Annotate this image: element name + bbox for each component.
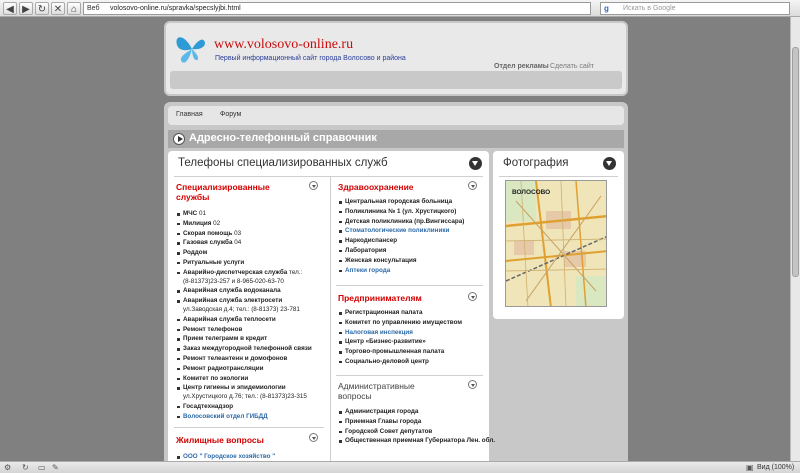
list-item[interactable]: Аварийная служба водоканала bbox=[176, 286, 312, 296]
list-item[interactable]: Комитет по экологии bbox=[176, 374, 312, 384]
special-services-list bbox=[176, 209, 312, 422]
business-list bbox=[338, 308, 462, 367]
housing-list bbox=[176, 452, 275, 461]
list-item[interactable]: Роддом bbox=[176, 248, 312, 258]
item-number: 01 bbox=[197, 210, 206, 217]
phones-panel-title: Телефоны специализированных служб bbox=[178, 157, 388, 169]
divider bbox=[336, 285, 483, 286]
butterfly-logo-icon bbox=[174, 31, 210, 65]
main-container bbox=[164, 102, 628, 461]
zoom-level[interactable]: Вид (100%) bbox=[757, 464, 795, 471]
tools-icon[interactable]: ✎ bbox=[52, 463, 59, 472]
list-item[interactable]: Газовая служба 04 bbox=[176, 238, 312, 248]
toggle-housing-icon[interactable] bbox=[309, 433, 318, 442]
sync-icon[interactable]: ↻ bbox=[22, 463, 29, 472]
list-item[interactable]: Милиция 02 bbox=[176, 219, 312, 229]
list-item[interactable]: Городской Совет депутатов bbox=[338, 427, 495, 437]
url-text: volosovo-online.ru/spravka/specslyjbi.html bbox=[110, 5, 241, 12]
photo-panel bbox=[493, 151, 624, 319]
divider bbox=[499, 176, 618, 177]
category-business[interactable]: Предпринимателям bbox=[338, 293, 422, 303]
item-number: тел.: bbox=[287, 268, 303, 276]
nav-item-forum[interactable]: Форум bbox=[220, 111, 242, 118]
address-bar[interactable] bbox=[83, 2, 591, 15]
play-icon bbox=[173, 133, 185, 145]
back-icon[interactable]: ◀ bbox=[3, 2, 17, 15]
vertical-scrollbar[interactable] bbox=[790, 17, 800, 461]
make-homepage-link[interactable]: Сделать сайт bbox=[550, 63, 594, 70]
collapse-photo-icon[interactable] bbox=[603, 157, 616, 170]
map-label: ВОЛОСОВО bbox=[512, 189, 551, 196]
list-item[interactable]: Регистрационная палата bbox=[338, 308, 462, 318]
map-icon bbox=[506, 181, 607, 307]
section-title: Адресно-телефонный справочник bbox=[189, 132, 377, 144]
list-item[interactable]: Центр «Бизнес-развитие» bbox=[338, 337, 462, 347]
list-item[interactable]: Волосовский отдел ГИБДД bbox=[176, 412, 312, 422]
list-item[interactable]: Ритуальные услуги bbox=[176, 258, 312, 268]
list-item[interactable]: Аварийная служба электросети ул.Заводская д.4; тел.: (8-81373) 23-781 bbox=[176, 296, 312, 315]
browser-toolbar bbox=[0, 0, 800, 17]
search-input[interactable] bbox=[600, 2, 790, 15]
town-map-image[interactable] bbox=[505, 180, 607, 307]
settings-icon[interactable]: ⚙ bbox=[4, 463, 12, 472]
toggle-admin-icon[interactable] bbox=[468, 380, 477, 389]
forward-icon[interactable]: ▶ bbox=[19, 2, 33, 15]
header-band bbox=[170, 71, 622, 89]
google-icon: g bbox=[604, 4, 609, 13]
item-number: 03 bbox=[232, 229, 242, 237]
status-bar bbox=[0, 461, 800, 473]
site-subtitle: Первый информационный сайт города Волосово и района bbox=[215, 55, 406, 62]
toggle-special-icon[interactable] bbox=[309, 181, 318, 190]
list-item[interactable]: Приемная Главы города bbox=[338, 417, 495, 427]
ad-department-link[interactable]: Отдел рекламы bbox=[494, 63, 549, 70]
list-item[interactable]: Женская консультация bbox=[338, 256, 464, 266]
list-item[interactable]: Ремонт телеантенн и домофонов bbox=[176, 354, 312, 364]
list-item[interactable]: Общественная приемная Губернатора Лен. обл. bbox=[338, 436, 495, 446]
admin-list bbox=[338, 407, 495, 446]
page-viewport bbox=[0, 17, 790, 461]
list-item[interactable]: Аварийная служба теплосети bbox=[176, 315, 312, 325]
divider bbox=[336, 375, 483, 376]
phones-panel bbox=[168, 151, 496, 461]
divider bbox=[174, 176, 483, 177]
list-item[interactable]: Наркодиспансер bbox=[338, 236, 464, 246]
list-item[interactable]: Прием телеграмм в кредит bbox=[176, 334, 312, 344]
panel-icon[interactable]: ▭ bbox=[38, 463, 46, 472]
toggle-business-icon[interactable] bbox=[468, 292, 477, 301]
collapse-phones-icon[interactable] bbox=[469, 157, 482, 170]
list-item[interactable]: МЧС 01 bbox=[176, 209, 312, 219]
list-item[interactable]: Поликлиника № 1 (ул. Хрустицкого) bbox=[338, 207, 464, 217]
search-placeholder: Искать в Google bbox=[623, 5, 676, 12]
list-item[interactable]: Центр гигиены и эпидемиологии ул.Хрустицкого д.76; тел.: (8-81373)23-315 bbox=[176, 383, 312, 402]
list-item[interactable]: Налоговая инспекция bbox=[338, 328, 462, 338]
list-item[interactable]: Торгово-промышленная палата bbox=[338, 347, 462, 357]
list-item[interactable]: Госадтехнадзор bbox=[176, 402, 312, 412]
site-url[interactable]: www.volosovo-online.ru bbox=[214, 37, 354, 52]
category-housing[interactable]: Жилищные вопросы bbox=[176, 435, 264, 445]
list-item[interactable]: Детская поликлиника (пр.Вингиссара) bbox=[338, 217, 464, 227]
photo-panel-title: Фотография bbox=[503, 157, 569, 169]
item-number: 02 bbox=[211, 219, 221, 227]
list-item[interactable]: Заказ междугородной телефонной связи bbox=[176, 344, 312, 354]
item-details: ул.Заводская д.4; тел.: (8-81373) 23-781 bbox=[183, 305, 300, 313]
list-item[interactable]: Аварийно-диспетчерская служба тел.: (8-81373)23-257 и 8-965-020-63-70 bbox=[176, 268, 312, 287]
list-item[interactable]: Комитет по управлению имуществом bbox=[338, 318, 462, 328]
zoom-icon[interactable]: ▣ bbox=[746, 463, 754, 472]
list-item[interactable]: Ремонт телефонов bbox=[176, 325, 312, 335]
reload-icon[interactable]: ↻ bbox=[35, 2, 49, 15]
health-list bbox=[338, 197, 464, 275]
stop-icon[interactable]: ✕ bbox=[51, 2, 65, 15]
section-header bbox=[168, 130, 624, 148]
list-item[interactable]: Стоматологические поликлиники bbox=[338, 226, 464, 236]
list-item[interactable]: Администрация города bbox=[338, 407, 495, 417]
list-item[interactable]: Скорая помощь 03 bbox=[176, 229, 312, 239]
site-header bbox=[164, 21, 628, 96]
list-item[interactable]: Социально-деловой центр bbox=[338, 357, 462, 367]
column-divider bbox=[330, 176, 331, 461]
home-icon[interactable]: ⌂ bbox=[67, 2, 81, 15]
list-item[interactable]: Ремонт радиотрансляции bbox=[176, 364, 312, 374]
list-item[interactable]: Аптеки города bbox=[338, 266, 464, 276]
list-item[interactable]: ООО " Городское хозяйство " bbox=[176, 452, 275, 461]
nav-item-home[interactable]: Главная bbox=[176, 111, 203, 118]
scroll-thumb[interactable] bbox=[792, 47, 799, 277]
category-special-services[interactable]: Специализированные службы bbox=[176, 182, 270, 202]
list-item[interactable]: Центральная городская больница bbox=[338, 197, 464, 207]
divider bbox=[174, 427, 324, 428]
item-details: ул.Хрустицкого д.76; тел.: (8-81373)23-315 bbox=[183, 393, 307, 401]
top-nav bbox=[168, 106, 624, 125]
list-item[interactable]: Лаборатория bbox=[338, 246, 464, 256]
item-details: (8-81373)23-257 и 8-965-020-63-70 bbox=[183, 277, 284, 285]
url-scheme-label: Веб bbox=[87, 5, 100, 12]
item-number: 04 bbox=[232, 239, 242, 247]
category-health[interactable]: Здравоохранение bbox=[338, 182, 414, 192]
toggle-health-icon[interactable] bbox=[468, 181, 477, 190]
category-admin[interactable]: Административные вопросы bbox=[338, 381, 415, 401]
